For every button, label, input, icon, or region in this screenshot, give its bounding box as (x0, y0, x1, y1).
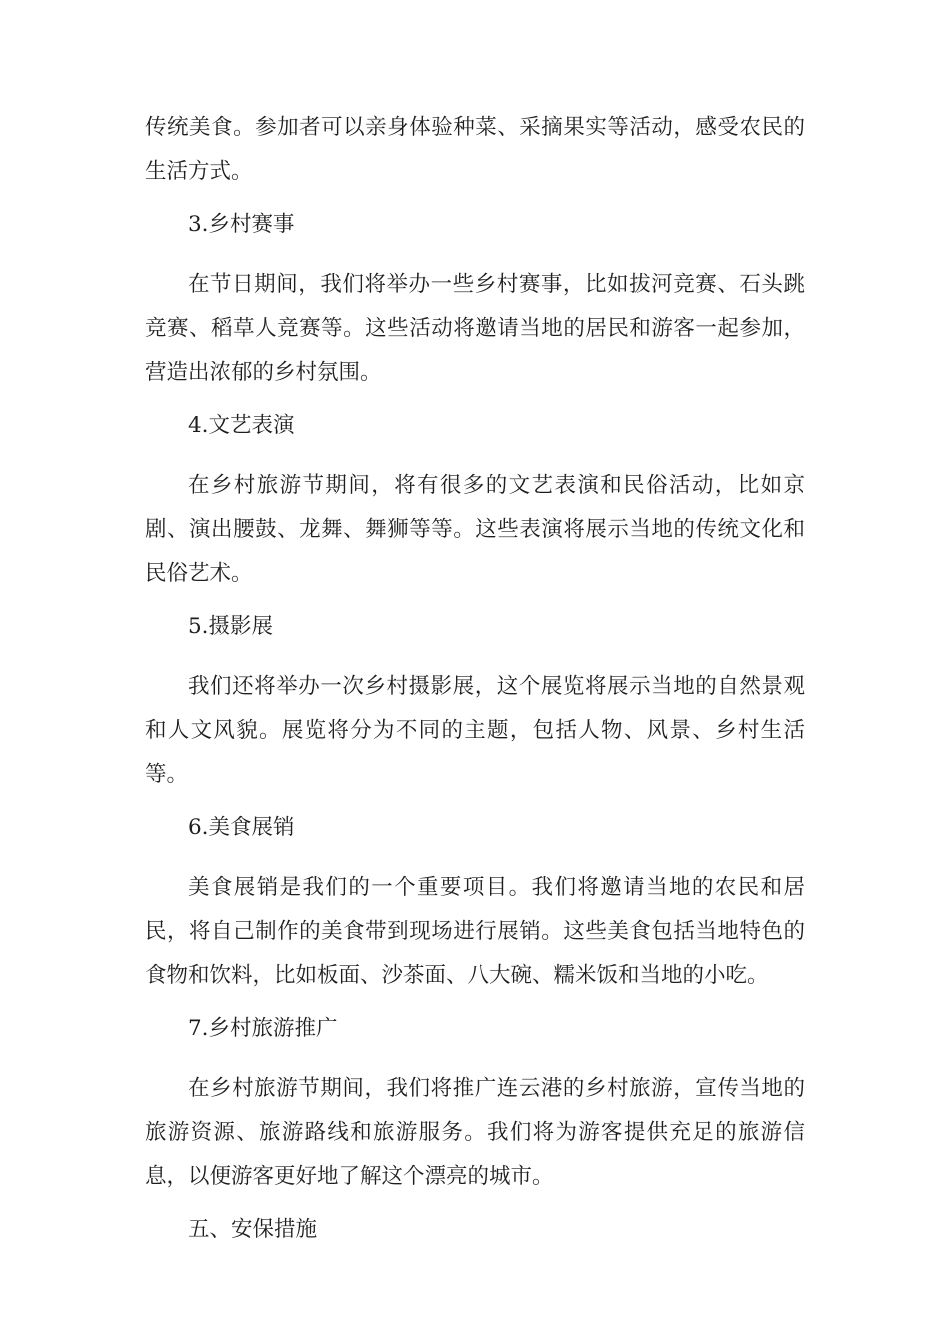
section-heading-security: 五、安保措施 (188, 1217, 318, 1242)
paragraph-photo-exhibition: 我们还将举办一次乡村摄影展，这个展览将展示当地的自然景观和人文风貌。展览将分为不同的主题，包括人物、风景、乡村生活等。 (145, 674, 805, 787)
paragraph-performances: 在乡村旅游节期间，将有很多的文艺表演和民俗活动，比如京剧、演出腰鼓、龙舞、舞狮等等。这些表演将展示当地的传统文化和民俗艺术。 (145, 473, 805, 586)
section-heading-tourism-promotion: 7.乡村旅游推广 (188, 1016, 338, 1041)
section-heading-rural-events: 3.乡村赛事 (188, 212, 295, 237)
section-heading-food-fair: 6.美食展销 (188, 815, 295, 840)
document-body (145, 106, 805, 1268)
section-heading-photo-exhibition: 5.摄影展 (188, 614, 274, 639)
section-heading-performances: 4.文艺表演 (188, 413, 295, 438)
paragraph-tourism-promotion: 在乡村旅游节期间，我们将推广连云港的乡村旅游，宣传当地的旅游资源、旅游路线和旅游服务。我们将为游客提供充足的旅游信息，以便游客更好地了解这个漂亮的城市。 (145, 1076, 805, 1189)
paragraph-continuation: 传统美食。参加者可以亲身体验种菜、采摘果实等活动，感受农民的生活方式。 (145, 115, 805, 184)
paragraph-food-fair: 美食展销是我们的一个重要项目。我们将邀请当地的农民和居民，将自己制作的美食带到现场进行展销。这些美食包括当地特色的食物和饮料，比如板面、沙茶面、八大碗、糯米饭和当地的小吃。 (145, 875, 805, 988)
paragraph-rural-events: 在节日期间，我们将举办一些乡村赛事，比如拔河竞赛、石头跳竞赛、稻草人竞赛等。这些活动将邀请当地的居民和游客一起参加，营造出浓郁的乡村氛围。 (145, 272, 805, 385)
